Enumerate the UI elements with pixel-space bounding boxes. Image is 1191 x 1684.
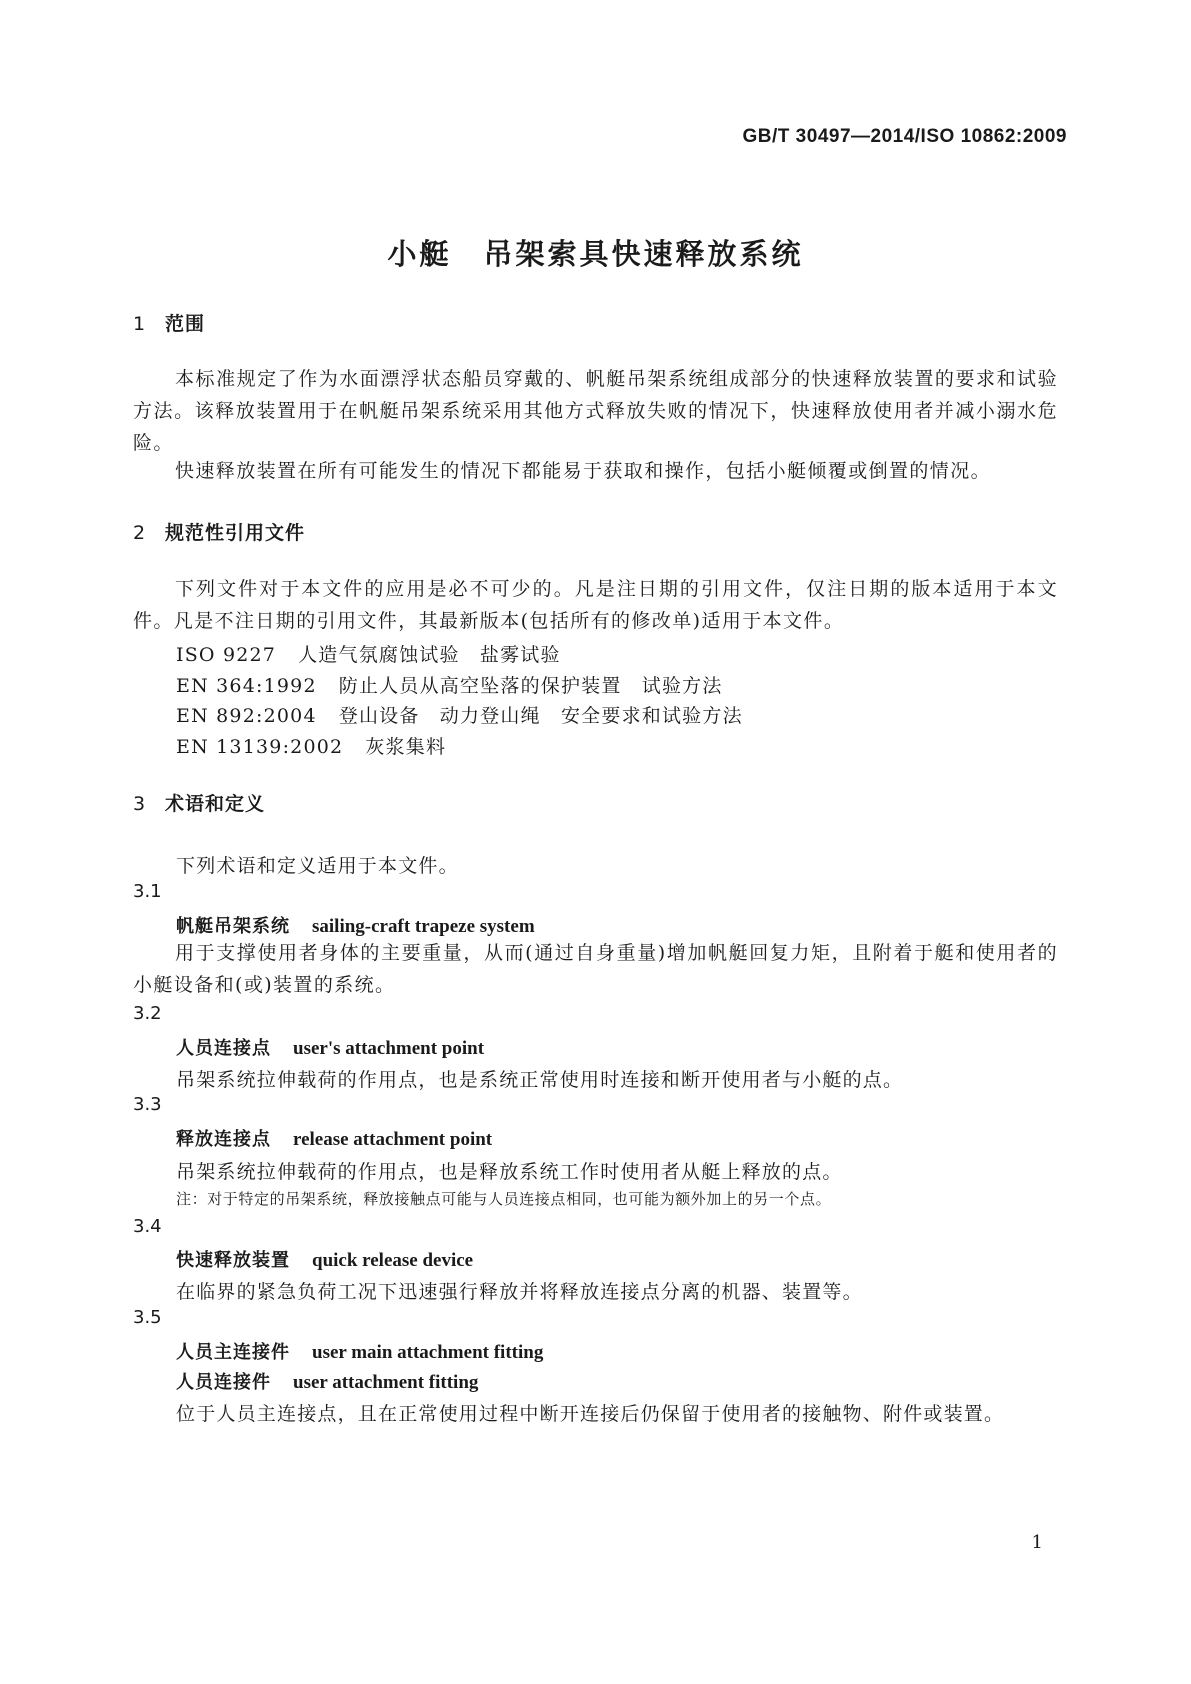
term-english: user's attachment point [293, 1038, 485, 1059]
term-english: quick release device [312, 1250, 474, 1271]
term-english: user attachment fitting [293, 1372, 479, 1393]
term-chinese: 人员连接点 [176, 1038, 271, 1059]
section-number: 1 [133, 313, 147, 335]
section-heading-terms-definitions [133, 789, 265, 816]
term-definition: 位于人员主连接点，且在正常使用过程中断开连接后仍保留于使用者的接触物、附件或装置。 [176, 1403, 1005, 1425]
scope-paragraph-1: 本标准规定了作为水面漂浮状态船员穿戴的、帆艇吊架系统组成部分的快速释放装置的要求和试验方法。该释放装置用于在帆艇吊架系统采用其他方式释放失败的情况下，快速释放使用者并减小溺水危险。 [133, 368, 1058, 454]
clause-number: 3.3 [133, 1094, 162, 1115]
term-chinese: 帆艇吊架系统 [176, 916, 290, 937]
term-definition: 在临界的紧急负荷工况下迅速强行释放并将释放连接点分离的机器、装置等。 [176, 1281, 863, 1303]
reference-title: 登山设备 动力登山绳 安全要求和试验方法 [338, 705, 743, 727]
reference-item [176, 701, 743, 728]
section-title: 术语和定义 [165, 793, 266, 815]
term-definition: 吊架系统拉伸载荷的作用点，也是系统正常使用时连接和断开使用者与小艇的点。 [176, 1069, 904, 1091]
reference-title: 人造气氛腐蚀试验 盐雾试验 [298, 644, 561, 666]
clause-number: 3.4 [133, 1216, 162, 1237]
term-heading [176, 912, 535, 938]
scope-paragraph-2: 快速释放装置在所有可能发生的情况下都能易于获取和操作，包括小艇倾覆或倒置的情况。 [175, 460, 992, 482]
page-number: 1 [1031, 1532, 1043, 1553]
section-title: 规范性引用文件 [165, 522, 306, 544]
section-title: 范围 [165, 313, 206, 335]
terms-intro: 下列术语和定义适用于本文件。 [176, 855, 459, 877]
standard-id: GB/T 30497—2014/ISO 10862:2009 [742, 126, 1067, 147]
clause-number: 3.2 [133, 1003, 162, 1024]
section-number: 3 [133, 793, 147, 815]
term-heading [176, 1246, 473, 1272]
term-english: user main attachment fitting [312, 1342, 544, 1363]
term-chinese: 人员连接件 [176, 1372, 271, 1393]
term-heading [176, 1034, 484, 1060]
reference-title: 防止人员从高空坠落的保护装置 试验方法 [338, 675, 723, 697]
reference-code: ISO 9227 [176, 644, 277, 666]
term-english: sailing-craft trapeze system [312, 916, 535, 937]
term-definition: 用于支撑使用者身体的主要重量，从而(通过自身重量)增加帆艇回复力矩，且附着于艇和使用者的小艇设备和(或)装置的系统。 [133, 942, 1058, 996]
term-definition: 吊架系统拉伸载荷的作用点，也是释放系统工作时使用者从艇上释放的点。 [176, 1161, 843, 1183]
term-english: release attachment point [293, 1129, 493, 1150]
reference-item [176, 671, 723, 698]
term-heading [176, 1338, 543, 1364]
section-heading-normative-references [133, 518, 305, 545]
clause-number: 3.5 [133, 1307, 162, 1328]
reference-title: 灰浆集料 [365, 736, 447, 758]
references-intro-paragraph: 下列文件对于本文件的应用是必不可少的。凡是注日期的引用文件，仅注日期的版本适用于本文件。凡是不注日期的引用文件，其最新版本(包括所有的修改单)适用于本文件。 [133, 578, 1058, 632]
section-heading-scope [133, 309, 205, 336]
document-title: 小艇 吊架索具快速释放系统 [387, 237, 804, 271]
term-chinese: 释放连接点 [176, 1129, 271, 1150]
reference-code: EN 892:2004 [176, 705, 317, 727]
clause-number: 3.1 [133, 881, 162, 902]
reference-code: EN 364:1992 [176, 675, 317, 697]
term-heading [176, 1125, 492, 1151]
reference-item [176, 732, 446, 759]
section-number: 2 [133, 522, 147, 544]
reference-item [176, 640, 561, 667]
reference-code: EN 13139:2002 [176, 736, 344, 758]
term-chinese: 人员主连接件 [176, 1342, 290, 1363]
term-heading-alternative [176, 1368, 478, 1394]
term-chinese: 快速释放装置 [176, 1250, 290, 1271]
term-note: 注：对于特定的吊架系统，释放接触点可能与人员连接点相同，也可能为额外加上的另一个点。 [176, 1190, 832, 1208]
